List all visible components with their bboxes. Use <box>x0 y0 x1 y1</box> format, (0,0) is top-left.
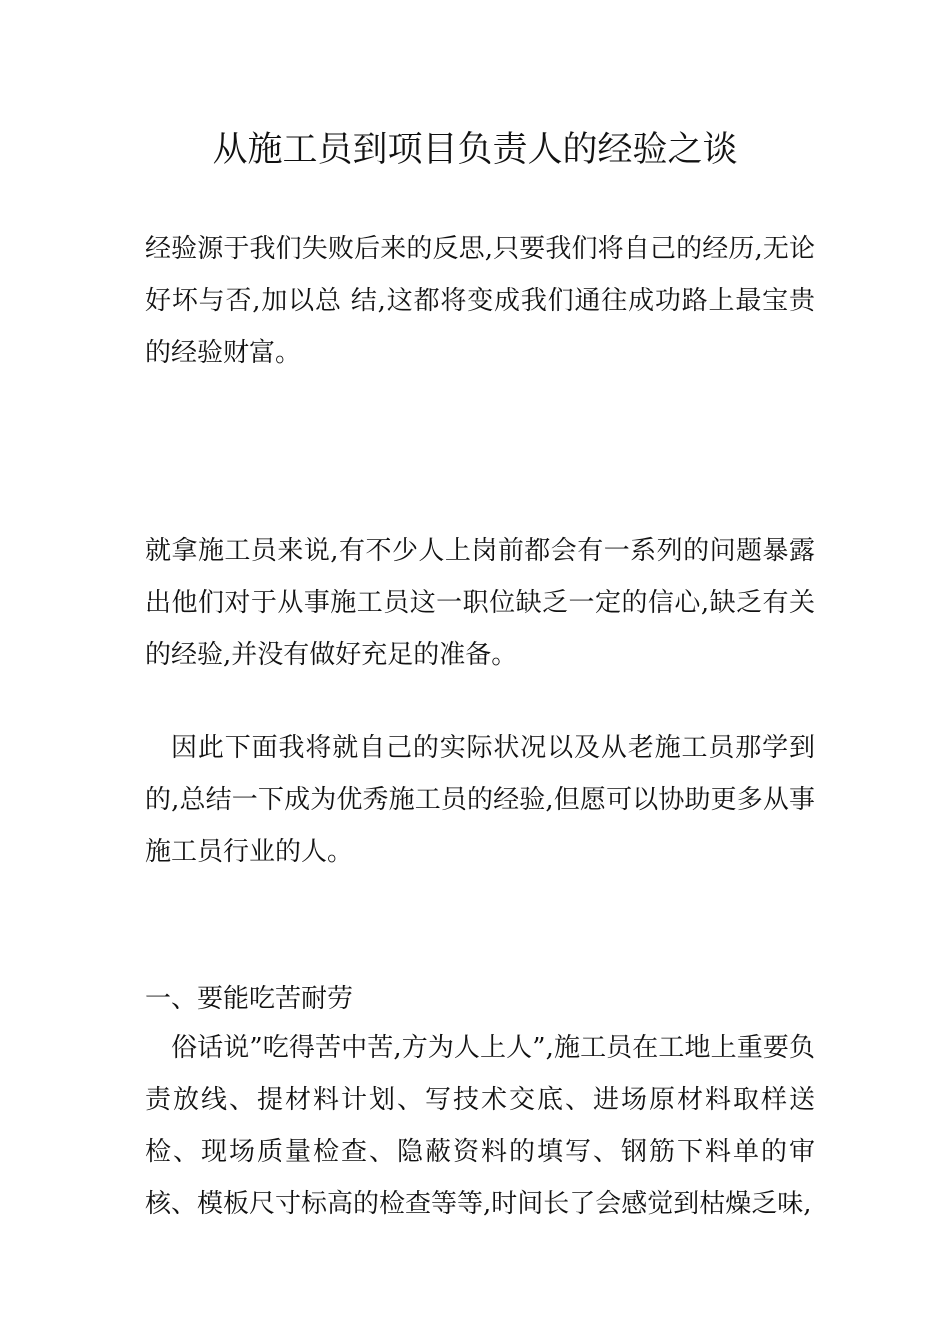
paragraph-purpose: 因此下面我将就自己的实际状况以及从老施工员那学到的,总结一下成为优秀施工员的经验,但愿可以协助更多从事施工员行业的人。 <box>145 733 815 867</box>
document-title: 从施工员到项目负责人的经验之谈 <box>212 130 738 170</box>
section-heading: 一、要能吃苦耐劳 <box>145 984 354 1014</box>
section-paragraph: 俗话说”吃得苦中苦,方为人上人”,施工员在工地上重要负责放线、提材料计划、写技术交底、进场原材料取样送检、现场质量检查、隐蔽资料的填写、钢筋下料单的审核、模板尺寸标高的检查等等,时间长了会感觉到枯燥乏味, <box>145 1033 815 1219</box>
paragraph-intro: 经验源于我们失败后来的反思,只要我们将自己的经历,无论好坏与否,加以总 结,这都将变成我们通往成功路上最宝贵的经验财富。 <box>145 234 815 368</box>
paragraph-construction-worker: 就拿施工员来说,有不少人上岗前都会有一系列的问题暴露出他们对于从事施工员这一职位缺乏一定的信心,缺乏有关的经验,并没有做好充足的准备。 <box>145 536 815 670</box>
